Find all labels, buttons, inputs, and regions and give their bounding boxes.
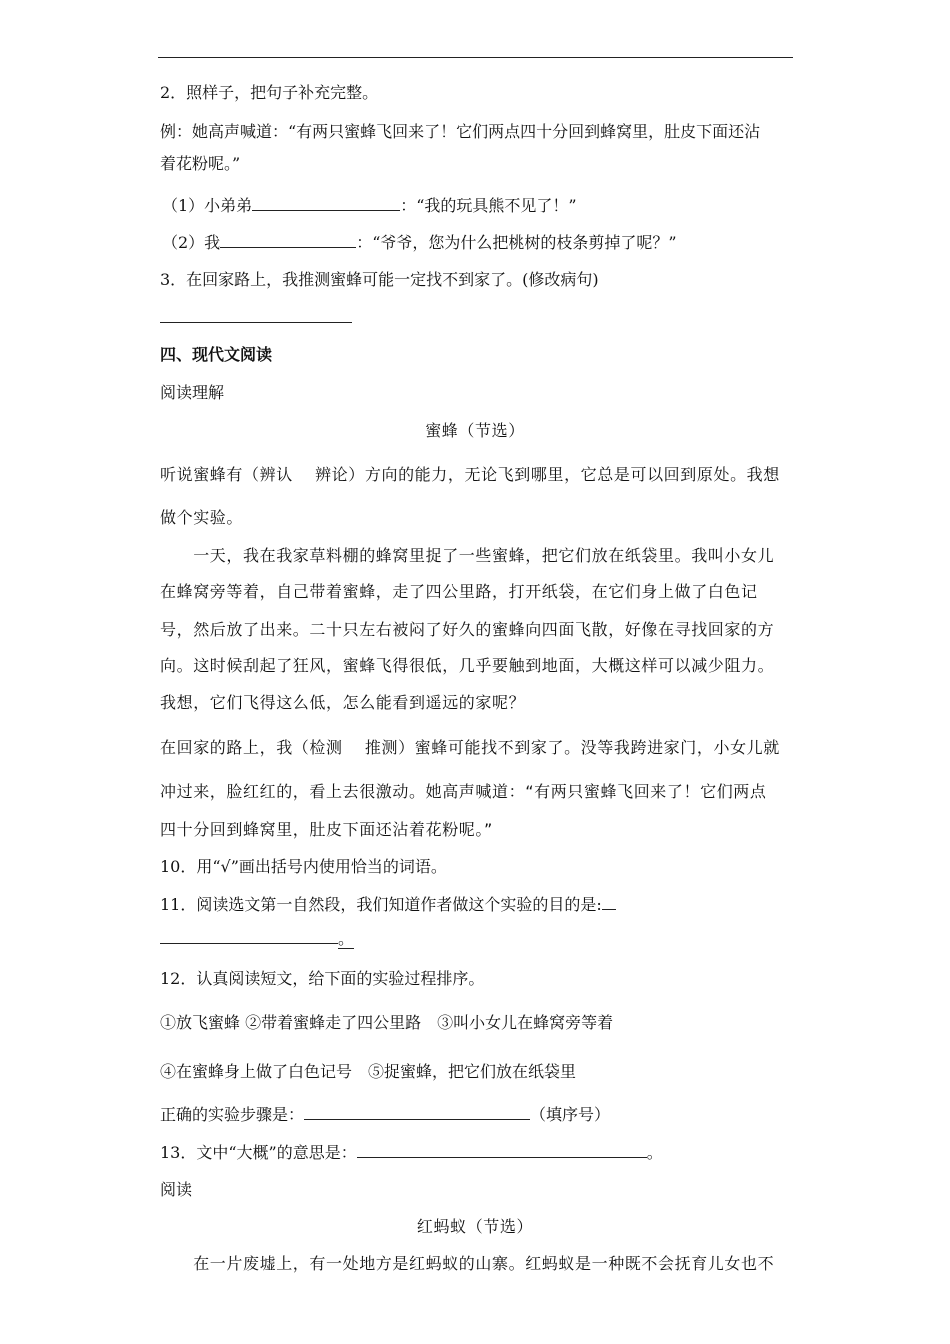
q2-item2 <box>162 230 677 253</box>
q13-suffix: 。 <box>646 1143 663 1162</box>
q2-item1-prefix: （1）小弟弟 <box>162 196 253 215</box>
q2-example-line1: 例：她高声喊道：“有两只蜜蜂飞回来了！它们两点四十分回到蜂窝里，肚皮下面还沾 <box>160 122 761 141</box>
passage1-line: 向。这时候刮起了狂风，蜜蜂飞得很低，几乎要触到地面，大概这样可以减少阻力。 <box>160 656 775 675</box>
q2-title: 2．照样子，把句子补充完整。 <box>160 83 379 102</box>
q13-line <box>160 1140 663 1163</box>
q2-item2-prefix: （2）我 <box>162 233 221 252</box>
q12-answer-suffix: （填序号） <box>530 1105 611 1124</box>
q13-blank[interactable] <box>357 1143 647 1158</box>
q3-title: 3．在回家路上，我推测蜜蜂可能一定找不到家了。(修改病句) <box>160 270 599 289</box>
reading2-line1: 在一片废墟上，有一处地方是红蚂蚁的山寨。红蚂蚁是一种既不会抚育儿女也不 <box>160 1254 775 1273</box>
passage1-line: 听说蜜蜂有（辨认 辨论）方向的能力，无论飞到哪里，它总是可以回到原处。我想 <box>160 465 780 484</box>
q2-item1 <box>162 193 577 216</box>
reading2-title: 红蚂蚁（节选） <box>416 1217 534 1236</box>
q11-text: 11．阅读选文第一自然段，我们知道作者做这个实验的目的是: <box>160 895 602 914</box>
passage1-line: 我想，它们飞得这么低，怎么能看到遥远的家呢？ <box>160 693 526 712</box>
q2-item2-suffix: ：“爷爷，您为什么把桃树的枝条剪掉了呢？” <box>356 233 677 252</box>
q12-answer <box>160 1102 610 1125</box>
header-rule <box>158 57 793 58</box>
q13-prefix: 13．文中“大概”的意思是： <box>160 1143 357 1162</box>
passage1-line: 一天，我在我家草料棚的蜂窝里捉了一些蜜蜂，把它们放在纸袋里。我叫小女儿 <box>160 546 775 565</box>
passage1-line: 在回家的路上，我（检测 推测）蜜蜂可能找不到家了。没等我跨进家门，小女儿就 <box>160 738 780 757</box>
passage1-title: 蜜蜂（节选） <box>425 421 525 440</box>
q10-text: 10．用“√”画出括号内使用恰当的词语。 <box>160 857 447 876</box>
q12-answer-prefix: 正确的实验步骤是： <box>160 1105 305 1124</box>
section4-subheading: 阅读理解 <box>160 383 225 402</box>
q11-line2 <box>160 926 354 949</box>
passage1-line: 做个实验。 <box>160 508 244 527</box>
q11-blank[interactable] <box>160 929 338 944</box>
section4-heading: 四、现代文阅读 <box>160 345 273 364</box>
q11-blank-start[interactable] <box>602 895 616 910</box>
q3-answer-line[interactable] <box>160 322 352 323</box>
q11-end: 。 <box>338 929 355 948</box>
passage1-line: 四十分回到蜂窝里，肚皮下面还沾着花粉呢。” <box>160 820 493 839</box>
q12-options-line1: ①放飞蜜蜂 ②带着蜜蜂走了四公里路 ③叫小女儿在蜂窝旁等着 <box>160 1013 614 1032</box>
q2-item1-suffix: ：“我的玩具熊不见了！” <box>400 196 577 215</box>
q12-options-line2: ④在蜜蜂身上做了白色记号 ⑤捉蜜蜂，把它们放在纸袋里 <box>160 1062 577 1081</box>
q12-answer-blank[interactable] <box>304 1105 530 1120</box>
q11-line <box>160 892 616 915</box>
q12-text: 12．认真阅读短文，给下面的实验过程排序。 <box>160 969 485 988</box>
q2-item2-blank[interactable] <box>220 233 356 248</box>
q2-item1-blank[interactable] <box>252 196 400 211</box>
passage1-line: 号，然后放了出来。二十只左右被闷了好久的蜜蜂向四面飞散，好像在寻找回家的方 <box>160 620 775 639</box>
q2-example-line2: 着花粉呢。” <box>160 154 241 173</box>
passage1-line: 冲过来，脸红红的，看上去很激动。她高声喊道：“有两只蜜蜂飞回来了！它们两点 <box>160 782 767 801</box>
passage1-line: 在蜂窝旁等着，自己带着蜜蜂，走了四公里路，打开纸袋，在它们身上做了白色记 <box>160 582 758 601</box>
reading2-label: 阅读 <box>160 1180 193 1199</box>
